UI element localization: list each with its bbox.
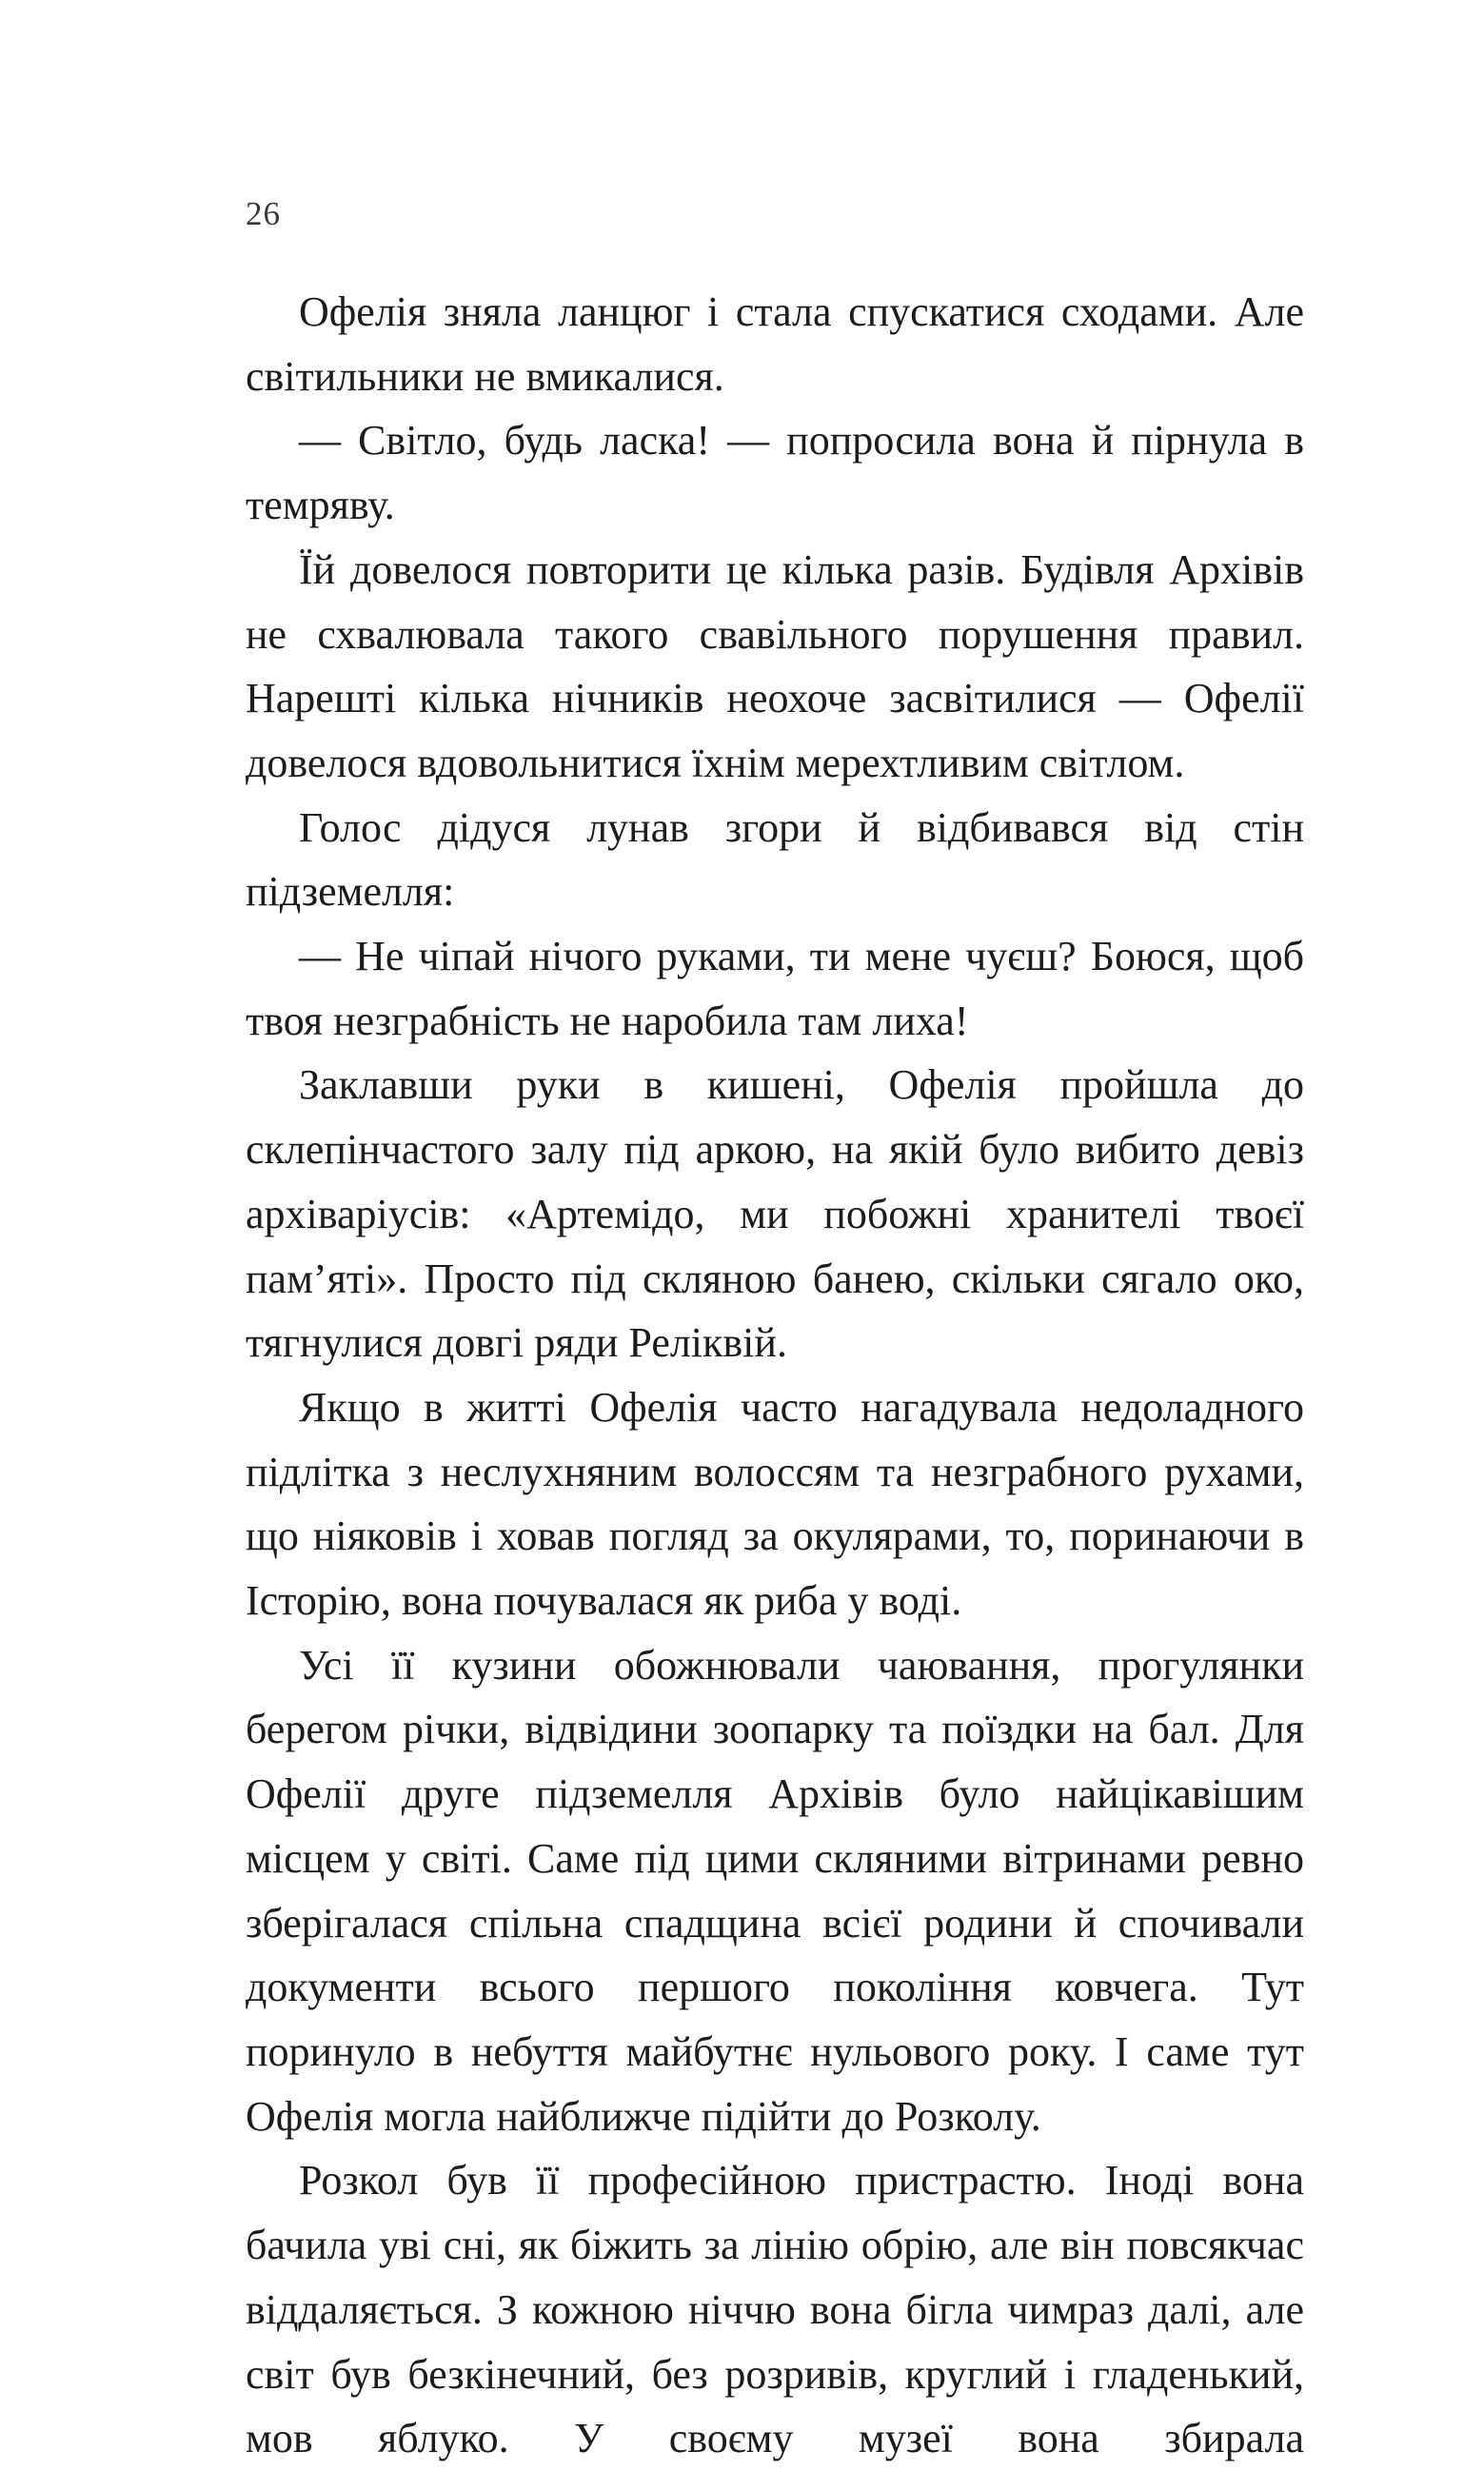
paragraph-3: Їй довелося повторити це кілька разів. Будівля Архівів не схвалювала такого свавільного порушення правил. Нарешті кілька нічників неохоче засвітилися — Офелії довелося вдовольнитися їхнім мерехтливим світлом. (246, 545, 1304, 786)
paragraph-6: Заклавши руки в кишені, Офелія пройшла до склепінчастого залу під аркою, на якій було вибито девіз архіваріусів: «Артемідо, ми побожні хранителі твоєї пам’яті». Просто під скляною банею, скільки сягало око, тягнулися довгі ряди Реліквій. (246, 1061, 1304, 1367)
page-number: 26 (246, 195, 281, 232)
paragraph-4: Голос дідуся лунав згори й відбивався від стін підземелля: (246, 803, 1304, 916)
paragraph-2: — Світло, будь ласка! — попросила вона й пірнула в темряву. (246, 417, 1304, 529)
body-text (246, 280, 1304, 2471)
paragraph-1: Офелія зняла ланцюг і стала спускатися сходами. Але світильники не вмикалися. (246, 288, 1304, 400)
paragraph-7: Якщо в житті Офелія часто нагадувала недоладного підлітка з неслухняним волоссям та незграбного рухами, що ніяковів і ховав погляд за окулярами, то, поринаючи в Історію, вона почувалася як риба у воді. (246, 1383, 1304, 1625)
paragraph-9: Розкол був її професійною пристрастю. Іноді вона бачила уві сні, як біжить за лінію обрію, але він повсякчас віддаляється. З кожною ніччю вона бігла чимраз далі, але світ був безкінечний, без розривів, круглий і гладенький, мов яблуко. У своєму музеї вона збирала (246, 2157, 1304, 2462)
paragraph-5: — Не чіпай нічого руками, ти мене чуєш? Боюся, щоб твоя незграбність не наробила там лиха! (246, 933, 1304, 1044)
paragraph-8: Усі її кузини обожнювали чаювання, прогулянки берегом річки, відвідини зоопарку та поїздки на бал. Для Офелії друге підземелля Архівів було найцікавішим місцем у світі. Саме під цими скляними вітринами ревно зберігалася спільна спадщина всієї родини й спочивали документи всього першого покоління ковчега. Тут поринуло в небуття майбутнє нульового року. І саме тут Офелія могла найближче підійти до Розколу. (246, 1641, 1304, 2140)
